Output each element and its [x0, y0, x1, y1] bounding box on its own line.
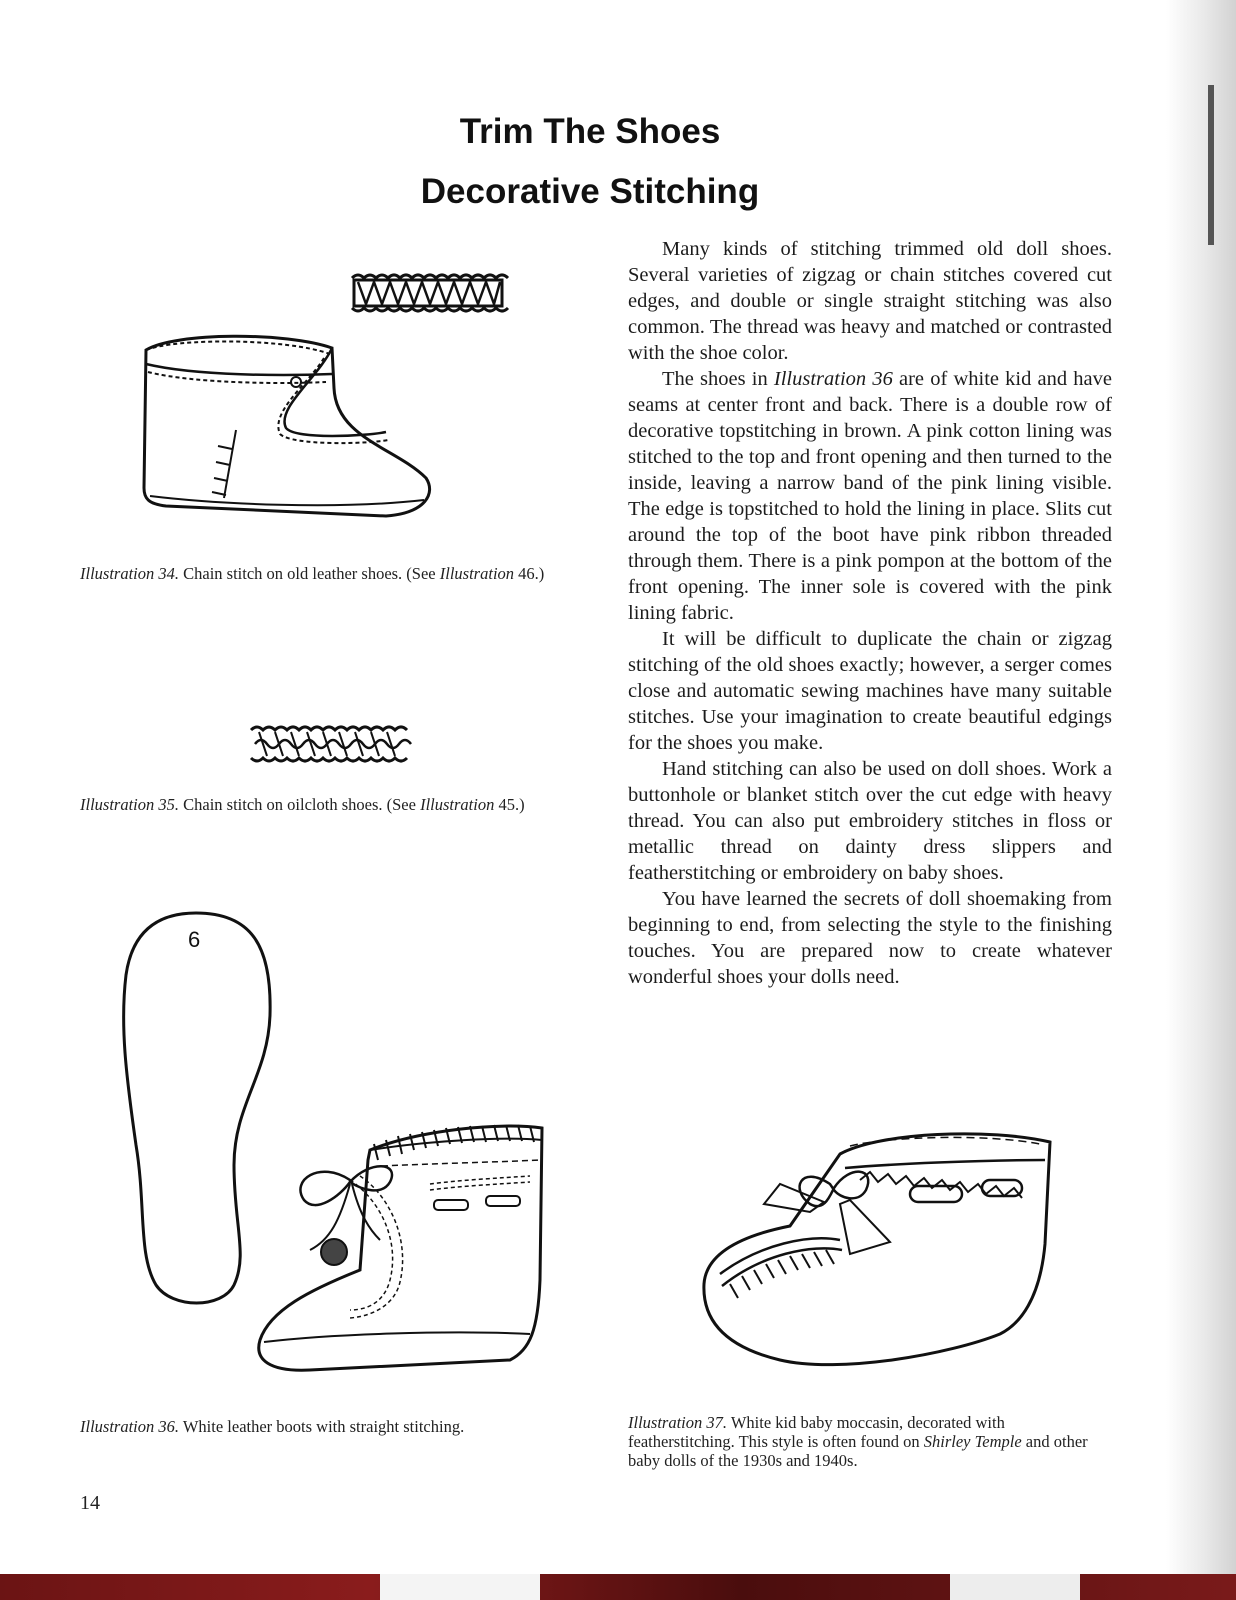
white-leather-boot-drawing: [250, 1120, 550, 1385]
paragraph-5: You have learned the secrets of doll shoemaking from beginning to end, from selecting the style to the finishing touches. You are prepared now to create whatever wonderful shoes your dolls need.: [628, 888, 1112, 988]
caption-illustration-35: Illustration 35. Chain stitch on oilcloth shoes. (See Illustration 45.): [80, 795, 525, 814]
paragraph-4: Hand stitching can also be used on doll shoes. Work a buttonhole or blanket stitch over the cut edge with heavy thread. You can also put embroidery stitches in floss or metallic thread on dainty dress slippers and featherstitching or embroidery on baby shoes.: [628, 758, 1112, 884]
background-fabric-strip: [0, 1574, 1236, 1600]
page-subtitle: Decorative Stitching: [420, 172, 760, 211]
page-title: Trim The Shoes: [459, 112, 721, 151]
old-leather-shoe-drawing: [136, 328, 441, 528]
spine-mark: [1208, 85, 1214, 245]
body-text: [628, 236, 1112, 990]
paragraph-2: The shoes in Illustration 36 are of white kid and have seams at center front and back. There is a double row of decorative topstitching in brown. A pink cotton lining was stitched to the top and front opening and then turned to the inside, leaving a narrow band of the pink lining visible. The edge is topstitched to hold the lining in place. Slits cut around the top of the boot have pink ribbon threaded through them. There is a pink pompon at the bottom of the front opening. The inner sole is covered with the pink lining fabric.: [628, 368, 1112, 624]
paragraph-3: It will be difficult to duplicate the chain or zigzag stitching of the old shoes exactly; however, a serger comes close and automatic sewing machines have many suitable stitches. Use your imagination to create beautiful edgings for the shoes you make.: [628, 628, 1112, 754]
paragraph-1: Many kinds of stitching trimmed old doll shoes. Several varieties of zigzag or chain stitches covered cut edges, and double or single straight stitching was also common. The thread was heavy and matched or contrasted with the shoe color.: [628, 238, 1112, 364]
page-number: 14: [80, 1492, 100, 1514]
caption-illustration-37: Illustration 37. White kid baby moccasin, decorated with featherstitching. This style is often found on Shirley Temple and other baby dolls of the 1930s and 1940s.: [628, 1413, 1088, 1470]
chain-stitch-swatch-35: [247, 720, 409, 768]
caption-illustration-34: Illustration 34. Chain stitch on old leather shoes. (See Illustration 46.): [80, 564, 545, 583]
baby-moccasin-drawing: [700, 1124, 1060, 1374]
sole-pattern-label: 6: [188, 927, 201, 952]
page-gutter-shadow: [1166, 0, 1236, 1600]
chain-stitch-swatch-34: [348, 270, 508, 318]
caption-illustration-36: Illustration 36. White leather boots with straight stitching.: [80, 1417, 465, 1436]
